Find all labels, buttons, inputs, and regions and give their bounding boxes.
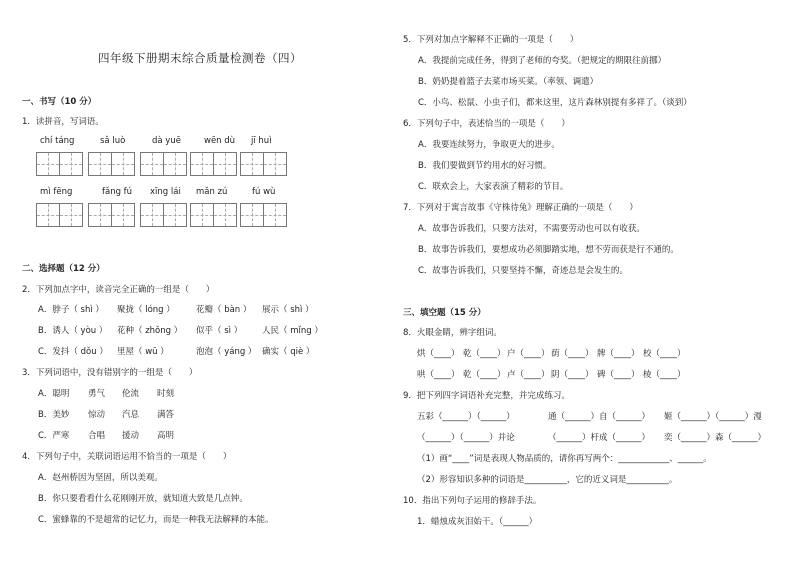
option: 高明 <box>157 431 175 441</box>
option: 聚拢（ lóng ） <box>117 305 175 315</box>
option: B．你只要看看什么花刚刚开放，就知道大致是几点钟。 <box>38 494 248 504</box>
option: 展示（ shì ） <box>262 305 314 315</box>
fill-item[interactable]: 乾（____） <box>463 370 506 380</box>
option: 人民（ mǐng ） <box>262 326 323 336</box>
option: 满答 <box>157 410 175 420</box>
fill-item[interactable]: （______）（______）并论 <box>417 433 515 443</box>
fill-item[interactable]: 通（______）自（______） <box>548 412 651 422</box>
fill-item[interactable]: 阴（____） <box>551 370 594 380</box>
option: A．我要连续努力，争取更大的进步。 <box>418 140 560 150</box>
sub-question: 1．蜡烛成灰泪始干。（______） <box>417 517 538 527</box>
option: A．脖子（ shì ） <box>38 305 104 315</box>
option: 伦流 <box>122 389 140 399</box>
pinyin: chí táng <box>40 136 75 146</box>
fill-item[interactable]: 碑（____） <box>597 370 640 380</box>
writing-grid[interactable] <box>88 203 134 227</box>
fill-item[interactable]: 烘（____） <box>417 349 460 359</box>
question-7: 7．下列对于寓言故事《守株待兔》理解正确的一项是（ ） <box>403 203 638 213</box>
fill-item[interactable]: 姬（______）（______）漫 <box>664 412 762 422</box>
pinyin: fú wù <box>252 187 276 197</box>
pinyin: jī huì <box>251 136 272 146</box>
question-8: 8．火眼金睛，辨字组词。 <box>403 328 502 338</box>
writing-grid[interactable] <box>36 203 82 227</box>
writing-grid[interactable] <box>190 152 236 176</box>
fill-item[interactable]: 哄（____） <box>417 370 460 380</box>
writing-grid[interactable] <box>240 203 286 227</box>
option: A．聪明 <box>38 389 70 399</box>
fill-item[interactable]: 卢（____） <box>507 370 550 380</box>
writing-grid[interactable] <box>88 152 134 176</box>
option: 花种（ zhǒng ） <box>117 326 183 336</box>
option: A．赵州桥因为坚固，所以美观。 <box>38 473 163 483</box>
option: 合唱 <box>88 431 106 441</box>
section-heading-fill: 三、填空题（15 分） <box>403 308 486 318</box>
sub-question: （1）画“____”词是表现人物品质的，请你再写两个：____________、______。 <box>417 454 712 464</box>
option: 时刻 <box>157 389 175 399</box>
question-5: 5．下列对加点字解释不正确的一项是（ ） <box>403 35 579 45</box>
option: B．美妙 <box>38 410 70 420</box>
option: C．联欢会上，大家表演了精彩的节目。 <box>418 182 569 192</box>
fill-item[interactable]: 牌（____） <box>597 349 640 359</box>
pinyin: sǎ luò <box>100 136 126 146</box>
pinyin: mì fēng <box>40 187 73 197</box>
writing-grid[interactable] <box>36 152 82 176</box>
option: 汽息 <box>122 410 140 420</box>
fill-item[interactable]: 荫（____） <box>551 349 594 359</box>
option: 援动 <box>122 431 140 441</box>
fill-item[interactable]: 五彩（______）（______） <box>417 412 515 422</box>
fill-item[interactable]: 户（____） <box>507 349 550 359</box>
option: 花瓣（ bàn ） <box>196 305 252 315</box>
option: C．发抖（ dǒu ） <box>38 347 108 357</box>
option: B．故事告诉我们，要想成功必须脚踏实地，想不劳而获是行不通的。 <box>418 245 679 255</box>
fill-item[interactable]: 校（____） <box>643 349 686 359</box>
pinyin: dà yuē <box>152 136 181 146</box>
question-2: 2．下列加点字中，读音完全正确的一组是（ ） <box>22 285 215 295</box>
pinyin: wēn dù <box>204 136 236 146</box>
writing-grid[interactable] <box>190 203 236 227</box>
option: A．我提前完成任务，得到了老师的夸奖。（把规定的期限往前挪） <box>418 56 667 66</box>
option: 泡泡（ yáng ） <box>196 347 257 357</box>
question-6: 6．下列句子中，表述恰当的一项是（ ） <box>403 119 570 129</box>
option: 惊动 <box>88 410 106 420</box>
sub-question: （2）形容知识多种的词语是__________，它的近义词是__________。 <box>417 475 678 485</box>
question-3: 3．下列词语中，没有错别字的一组是（ ） <box>22 368 198 378</box>
option: C．故事告诉我们，只要坚持不懈，奇迹总是会发生的。 <box>418 266 628 276</box>
fill-item[interactable]: 奕（______）森（______） <box>664 433 767 443</box>
question-9: 9．把下列四字词语补充完整，并完成练习。 <box>403 391 570 401</box>
page-title: 四年级下册期末综合质量检测卷（四） <box>98 51 302 65</box>
option: 确实（ qiè ） <box>262 347 315 357</box>
fill-item[interactable]: （______）杆成（______） <box>548 433 651 443</box>
option: A．故事告诉我们，只要方法对，不需要劳动也可以有收获。 <box>418 224 645 234</box>
writing-grid[interactable] <box>140 152 186 176</box>
option: B．我们要做到节约用水的好习惯。 <box>418 161 552 171</box>
option: 勇气 <box>88 389 106 399</box>
pinyin: fǎng fú <box>102 187 133 197</box>
writing-grid[interactable] <box>240 152 286 176</box>
option: 里屋（ wū ） <box>117 347 169 357</box>
fill-item[interactable]: 乾（____） <box>463 349 506 359</box>
option: C．小鸟、松鼠、小虫子们，都来这里，这片森林别提有多祥了。（谈到） <box>418 98 692 108</box>
option: B．诱人（ yòu ） <box>38 326 108 336</box>
pinyin: xīng lái <box>150 187 181 197</box>
option: C．严寒 <box>38 431 70 441</box>
question-4: 4．下列句子中，关联词语运用不恰当的一项是（ ） <box>22 452 232 462</box>
question-1: 1．读拼音，写词语。 <box>22 117 104 127</box>
question-10: 10．指出下列句子运用的修辞手法。 <box>403 496 542 506</box>
option: B．奶奶提着篮子去菜市场买菜。（率领、调遣） <box>418 77 599 87</box>
option: C．蜜蜂靠的不是超常的记忆力，而是一种我无法解释的本能。 <box>38 515 274 525</box>
writing-grid[interactable] <box>140 203 186 227</box>
section-heading-writing: 一、书写（10 分） <box>22 97 97 107</box>
pinyin: mǎn zú <box>196 187 228 197</box>
option: 似乎（ sì ） <box>196 326 243 336</box>
section-heading-choice: 二、选择题（12 分） <box>22 264 105 274</box>
fill-item[interactable]: 棱（____） <box>643 370 686 380</box>
